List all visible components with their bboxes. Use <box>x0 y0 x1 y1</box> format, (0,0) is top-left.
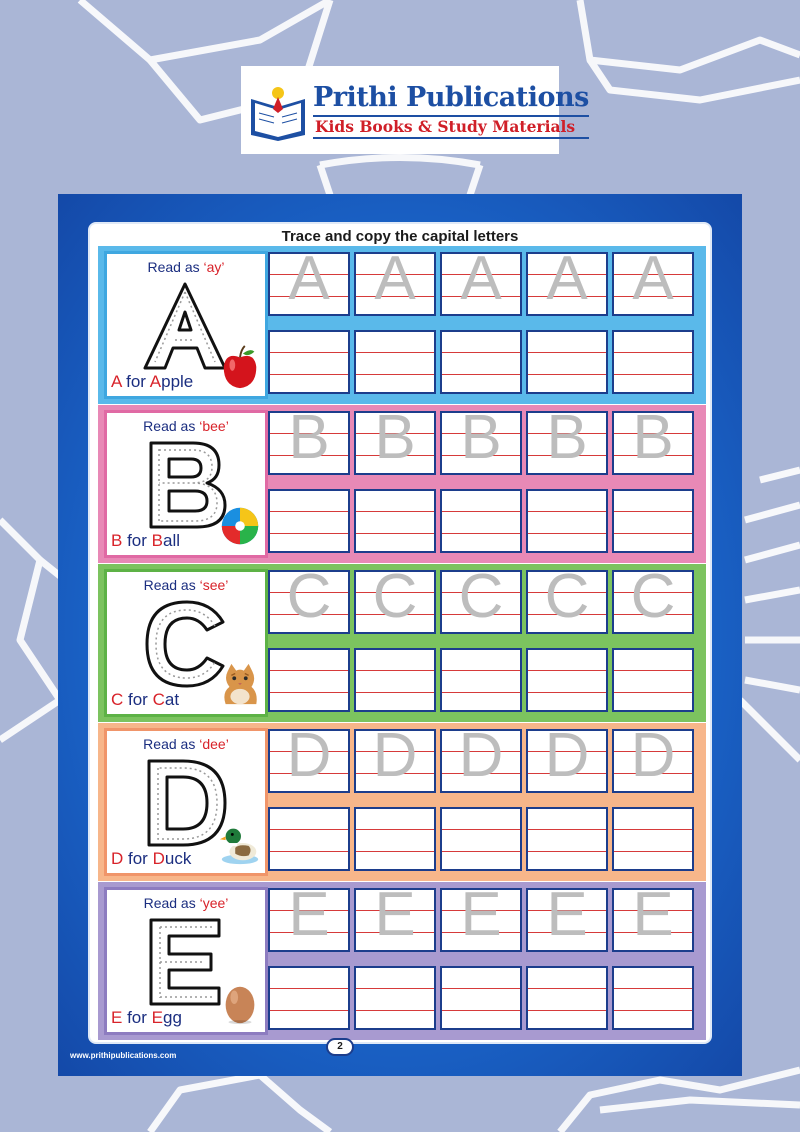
guide-line <box>356 851 434 852</box>
copy-box[interactable] <box>354 489 436 553</box>
caption-letter: E <box>111 1008 123 1027</box>
trace-box[interactable] <box>354 411 436 475</box>
word-rest: all <box>162 531 180 550</box>
letter-word-caption <box>111 1008 182 1028</box>
read-as-prefix: Read as <box>143 577 200 593</box>
guide-line <box>614 533 692 534</box>
letter-card <box>104 569 268 717</box>
caption-for: for <box>122 531 152 550</box>
guide-line <box>528 851 606 852</box>
letter-sound: ‘see’ <box>199 577 229 593</box>
copy-box[interactable] <box>440 648 522 712</box>
trace-box[interactable] <box>526 888 608 952</box>
guide-line <box>356 533 434 534</box>
book-reader-logo-icon <box>247 79 309 141</box>
ball-picture <box>219 503 261 549</box>
guide-line <box>614 692 692 693</box>
letter-row-b <box>98 405 706 563</box>
website-url: www.prithipublications.com <box>70 1051 177 1060</box>
word-rest: pple <box>161 372 194 391</box>
trace-box[interactable] <box>268 729 350 793</box>
trace-box[interactable] <box>440 411 522 475</box>
copy-box[interactable] <box>440 966 522 1030</box>
guide-line <box>528 692 606 693</box>
guide-line <box>270 374 348 375</box>
trace-letter: E <box>632 888 674 949</box>
copy-box[interactable] <box>612 648 694 712</box>
guide-line <box>528 374 606 375</box>
caption-letter: A <box>111 372 122 391</box>
guide-line <box>356 670 434 671</box>
copy-box[interactable] <box>440 330 522 394</box>
guide-line <box>270 670 348 671</box>
pronunciation-label <box>107 577 265 593</box>
guide-line <box>614 988 692 989</box>
copy-box[interactable] <box>612 489 694 553</box>
trace-box[interactable] <box>354 252 436 316</box>
trace-letter: E <box>460 888 502 949</box>
letter-row-e <box>98 882 706 1040</box>
copy-box[interactable] <box>354 330 436 394</box>
guide-line <box>614 374 692 375</box>
letter-word-caption <box>111 849 191 869</box>
letter-word-caption <box>111 690 179 710</box>
guide-line <box>270 511 348 512</box>
word-initial: D <box>152 849 165 868</box>
guide-line <box>442 988 520 989</box>
trace-box[interactable] <box>612 252 694 316</box>
word-rest: at <box>164 690 180 709</box>
trace-letter: A <box>288 252 330 313</box>
cat-picture <box>219 662 261 708</box>
guide-line <box>356 511 434 512</box>
copy-box[interactable] <box>354 966 436 1030</box>
trace-box[interactable] <box>612 570 694 634</box>
read-as-prefix: Read as <box>143 736 200 752</box>
trace-letter: A <box>374 252 416 313</box>
letter-sound: ‘yee’ <box>199 895 229 911</box>
letter-row-c <box>98 564 706 722</box>
trace-box[interactable] <box>612 729 694 793</box>
trace-box[interactable] <box>612 411 694 475</box>
copy-box[interactable] <box>268 648 350 712</box>
caption-letter: B <box>111 531 123 550</box>
guide-line <box>528 829 606 830</box>
trace-box[interactable] <box>612 888 694 952</box>
letter-row-d <box>98 723 706 881</box>
guide-line <box>614 851 692 852</box>
trace-box[interactable] <box>354 570 436 634</box>
letter-card <box>104 410 268 558</box>
guide-line <box>356 352 434 353</box>
copy-box[interactable] <box>526 966 608 1030</box>
worksheet-page <box>58 194 742 1076</box>
caption-letter: D <box>111 849 124 868</box>
guide-line <box>442 1010 520 1011</box>
trace-letter: C <box>458 570 504 631</box>
copy-box[interactable] <box>268 330 350 394</box>
word-initial: A <box>149 372 162 391</box>
caption-for: for <box>122 1008 152 1027</box>
copy-box[interactable] <box>440 807 522 871</box>
trace-letter: E <box>546 888 588 949</box>
read-as-prefix: Read as <box>147 259 204 275</box>
guide-line <box>270 352 348 353</box>
trace-letter: D <box>544 729 590 790</box>
trace-letter: B <box>288 411 330 472</box>
trace-letter: E <box>374 888 416 949</box>
word-rest: uck <box>164 849 192 868</box>
pronunciation-label <box>107 895 265 911</box>
read-as-prefix: Read as <box>143 418 200 434</box>
letter-word-caption <box>111 531 180 551</box>
caption-for: for <box>121 372 150 391</box>
word-rest: gg <box>162 1008 182 1027</box>
guide-line <box>270 988 348 989</box>
guide-line <box>614 352 692 353</box>
guide-line <box>356 692 434 693</box>
page-number: 2 <box>326 1038 354 1056</box>
trace-box[interactable] <box>268 252 350 316</box>
copy-box[interactable] <box>612 330 694 394</box>
guide-line <box>442 692 520 693</box>
trace-box[interactable] <box>440 729 522 793</box>
pronunciation-label <box>107 418 265 434</box>
read-as-prefix: Read as <box>143 895 200 911</box>
guide-line <box>270 533 348 534</box>
guide-line <box>614 511 692 512</box>
publisher-logo <box>241 66 589 154</box>
copy-box[interactable] <box>354 807 436 871</box>
guide-line <box>356 374 434 375</box>
word-initial: C <box>152 690 165 709</box>
trace-box[interactable] <box>354 888 436 952</box>
publisher-tagline: Kids Books & Study Materials <box>313 115 589 139</box>
copy-box[interactable] <box>612 966 694 1030</box>
letter-card <box>104 728 268 876</box>
trace-box[interactable] <box>526 570 608 634</box>
trace-letter: C <box>286 570 332 631</box>
trace-letter: D <box>372 729 418 790</box>
trace-letter: B <box>374 411 416 472</box>
trace-letter: A <box>546 252 588 313</box>
guide-line <box>442 533 520 534</box>
guide-line <box>528 352 606 353</box>
copy-box[interactable] <box>526 330 608 394</box>
pronunciation-label <box>107 259 265 275</box>
trace-letter: D <box>458 729 504 790</box>
guide-line <box>270 692 348 693</box>
word-initial: B <box>151 531 163 550</box>
trace-box[interactable] <box>268 570 350 634</box>
guide-line <box>356 829 434 830</box>
letter-sound: ‘bee’ <box>199 418 229 434</box>
letter-card <box>104 887 268 1035</box>
guide-line <box>270 829 348 830</box>
guide-line <box>270 851 348 852</box>
worksheet-panel <box>70 222 712 1060</box>
guide-line <box>528 670 606 671</box>
trace-box[interactable] <box>354 729 436 793</box>
copy-box[interactable] <box>354 648 436 712</box>
trace-box[interactable] <box>526 411 608 475</box>
publisher-name: Prithi Publications <box>313 81 589 113</box>
guide-line <box>442 374 520 375</box>
worksheet-title: Trace and copy the capital letters <box>281 228 519 245</box>
trace-letter: B <box>632 411 674 472</box>
trace-box[interactable] <box>440 252 522 316</box>
guide-line <box>356 1010 434 1011</box>
copy-box[interactable] <box>268 966 350 1030</box>
copy-box[interactable] <box>526 648 608 712</box>
copy-box[interactable] <box>526 489 608 553</box>
guide-line <box>614 829 692 830</box>
guide-line <box>528 511 606 512</box>
trace-box[interactable] <box>268 411 350 475</box>
egg-picture <box>219 980 261 1026</box>
trace-letter: D <box>630 729 676 790</box>
guide-line <box>442 829 520 830</box>
trace-box[interactable] <box>526 252 608 316</box>
pronunciation-label <box>107 736 265 752</box>
trace-box[interactable] <box>526 729 608 793</box>
caption-for: for <box>123 849 153 868</box>
trace-box[interactable] <box>440 888 522 952</box>
copy-box[interactable] <box>268 807 350 871</box>
trace-letter: A <box>460 252 502 313</box>
guide-line <box>614 670 692 671</box>
guide-line <box>442 670 520 671</box>
letter-sound: ‘ay’ <box>203 259 225 275</box>
copy-box[interactable] <box>526 807 608 871</box>
trace-letter: C <box>544 570 590 631</box>
guide-line <box>528 988 606 989</box>
duck-picture <box>219 821 261 867</box>
guide-line <box>442 511 520 512</box>
caption-letter: C <box>111 690 124 709</box>
copy-box[interactable] <box>612 807 694 871</box>
letter-sound: ‘dee’ <box>199 736 229 752</box>
trace-letter: C <box>630 570 676 631</box>
guide-line <box>356 988 434 989</box>
apple-picture <box>219 344 261 390</box>
word-initial: E <box>151 1008 163 1027</box>
guide-line <box>614 1010 692 1011</box>
letter-card <box>104 251 268 399</box>
guide-line <box>442 851 520 852</box>
trace-box[interactable] <box>268 888 350 952</box>
trace-letter: A <box>632 252 674 313</box>
trace-letter: C <box>372 570 418 631</box>
caption-for: for <box>123 690 153 709</box>
trace-letter: B <box>546 411 588 472</box>
letter-word-caption <box>111 372 193 392</box>
trace-letter: B <box>460 411 502 472</box>
guide-line <box>442 352 520 353</box>
guide-line <box>528 533 606 534</box>
guide-line <box>528 1010 606 1011</box>
copy-box[interactable] <box>440 489 522 553</box>
copy-box[interactable] <box>268 489 350 553</box>
letter-row-a <box>98 246 706 404</box>
trace-box[interactable] <box>440 570 522 634</box>
guide-line <box>270 1010 348 1011</box>
trace-letter: D <box>286 729 332 790</box>
trace-letter: E <box>288 888 330 949</box>
